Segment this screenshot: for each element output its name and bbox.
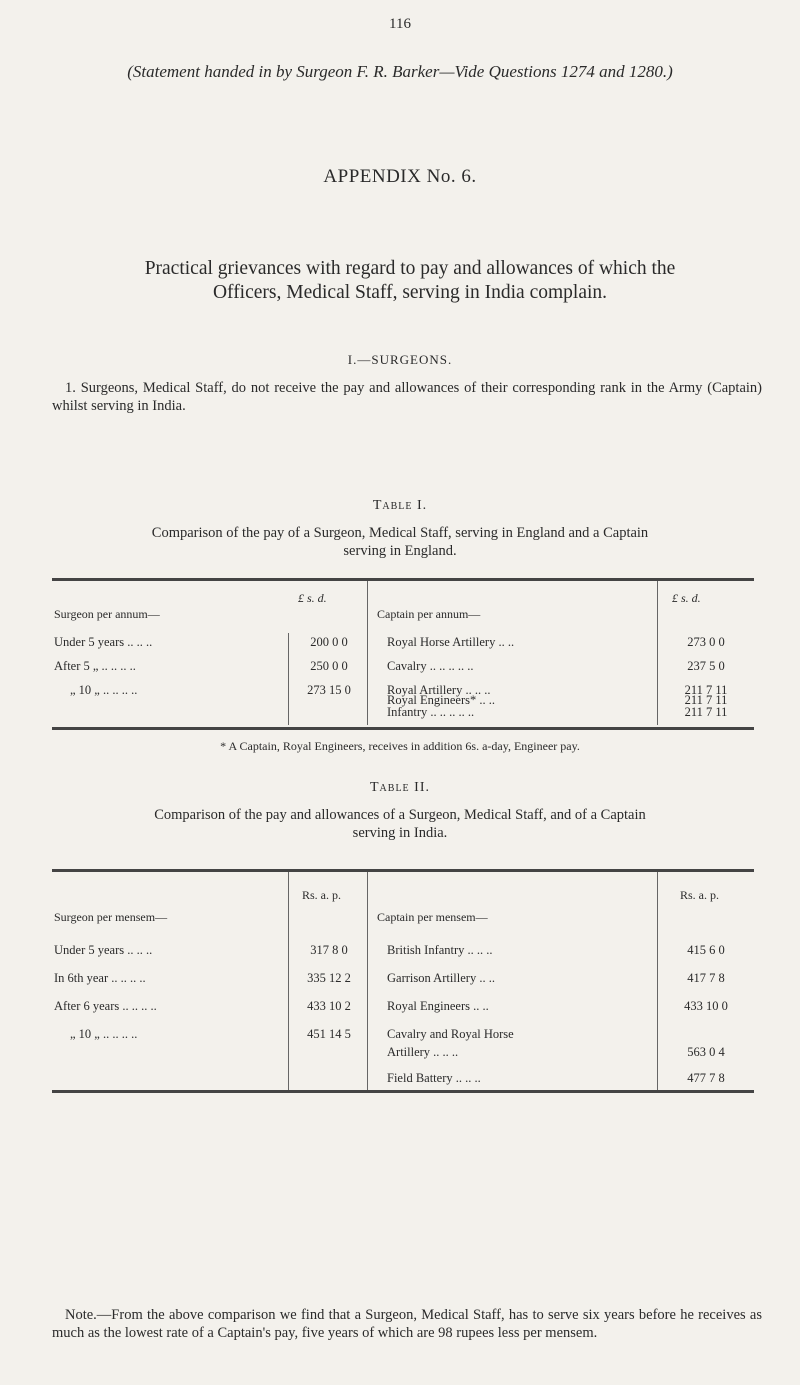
table1-title: Table I. (372, 498, 428, 513)
table1-right-label: Cavalry .. .. .. .. .. (387, 659, 474, 673)
table2-left-label: „ 10 „ .. .. .. .. (70, 1027, 138, 1041)
table1-right-value: 237 5 0 (687, 659, 725, 673)
table1-left-value: 250 0 0 (310, 659, 348, 673)
table2-left-label: Under 5 years .. .. .. (54, 943, 153, 957)
table2-right-label: Garrison Artillery .. .. (387, 971, 495, 985)
table1-right-label: Royal Horse Artillery .. .. (387, 635, 515, 649)
table2-right-label: Royal Engineers .. .. (387, 999, 489, 1013)
table1-right-value: 211 7 11 (684, 705, 728, 719)
table1-left-label: After 5 „ .. .. .. .. (54, 659, 136, 673)
table2-left-value: 433 10 2 (307, 999, 351, 1013)
table1-right-label: Infantry .. .. .. .. .. (387, 705, 475, 719)
table2-title: Table II. (370, 780, 430, 795)
table2-left-value: 317 8 0 (310, 943, 348, 957)
table1-left-header: Surgeon per annum— (54, 607, 160, 621)
table2-left-value: 335 12 2 (307, 971, 351, 985)
table1-right-value: 211 7 11 (684, 683, 728, 697)
table1-caption: Comparison of the pay of a Surgeon, Medical Staff, serving in England and a Captain serving in England. (151, 525, 649, 559)
table2-right-label: British Infantry .. .. .. (387, 943, 493, 957)
table2-left-header: Surgeon per mensem— (54, 910, 168, 924)
table1-left-label: Under 5 years .. .. .. (54, 635, 153, 649)
table1-left-value: 273 15 0 (307, 683, 351, 697)
table2-right-label-cont: Artillery .. .. .. (387, 1045, 459, 1059)
table2-left-value: 451 14 5 (307, 1027, 351, 1041)
table1-right-units: £ s. d. (672, 591, 701, 605)
main-heading: Practical grievances with regard to pay and allowances of which the Officers, Medical Staff, serving in India complain. (144, 258, 676, 303)
table1-left-units: £ s. d. (298, 591, 327, 605)
table2-caption: Comparison of the pay and allowances of a Surgeon, Medical Staff, and of a Captain serving in India. (154, 807, 646, 841)
table2-left-units: Rs. a. p. (302, 888, 341, 902)
page-number: 116 (389, 16, 411, 32)
table1-left-value: 200 0 0 (310, 635, 348, 649)
table2-right-value: 417 7 8 (687, 971, 725, 985)
table1-footnote: * A Captain, Royal Engineers, receives in addition 6s. a-day, Engineer pay. (220, 739, 580, 753)
table2-right-header: Captain per mensem— (377, 910, 488, 924)
table2-right-value: 415 6 0 (687, 943, 725, 957)
table2-right-value: 433 10 0 (684, 999, 728, 1013)
table2-right-label: Field Battery .. .. .. (387, 1071, 481, 1085)
table1-right-header: Captain per annum— (377, 607, 481, 621)
statement-line: (Statement handed in by Surgeon F. R. Barker—Vide Questions 1274 and 1280.) (127, 62, 673, 81)
table1-right-value: 273 0 0 (687, 635, 725, 649)
table2-left-label: After 6 years .. .. .. .. (54, 999, 157, 1013)
table2-right-label: Cavalry and Royal Horse (387, 1027, 514, 1041)
section-title: I.—SURGEONS. (347, 352, 453, 367)
table1-right-value: 211 7 11 (684, 693, 728, 707)
table1-right-label: Royal Engineers* .. .. (387, 693, 495, 707)
table2-right-units: Rs. a. p. (680, 888, 719, 902)
table2-left-label: In 6th year .. .. .. .. (54, 971, 146, 985)
table1-left-label: „ 10 „ .. .. .. .. (70, 683, 138, 697)
table2-right-value: 477 7 8 (687, 1071, 725, 1085)
intro-paragraph: 1. Surgeons, Medical Staff, do not receive the pay and allowances of their corresponding rank in the Army (Captain) whilst serving in India. (52, 380, 762, 414)
note-paragraph: Note.—From the above comparison we find that a Surgeon, Medical Staff, has to serve six years before he receives as much as the lowest rate of a Captain's pay, five years of which are 98 rupees less per mensem. (52, 1307, 762, 1341)
table2 (52, 869, 754, 1292)
appendix-title: APPENDIX No. 6. (323, 166, 477, 187)
table1-right-label: Royal Artillery .. .. .. (387, 683, 491, 697)
table2-right-value: 563 0 4 (687, 1045, 725, 1059)
